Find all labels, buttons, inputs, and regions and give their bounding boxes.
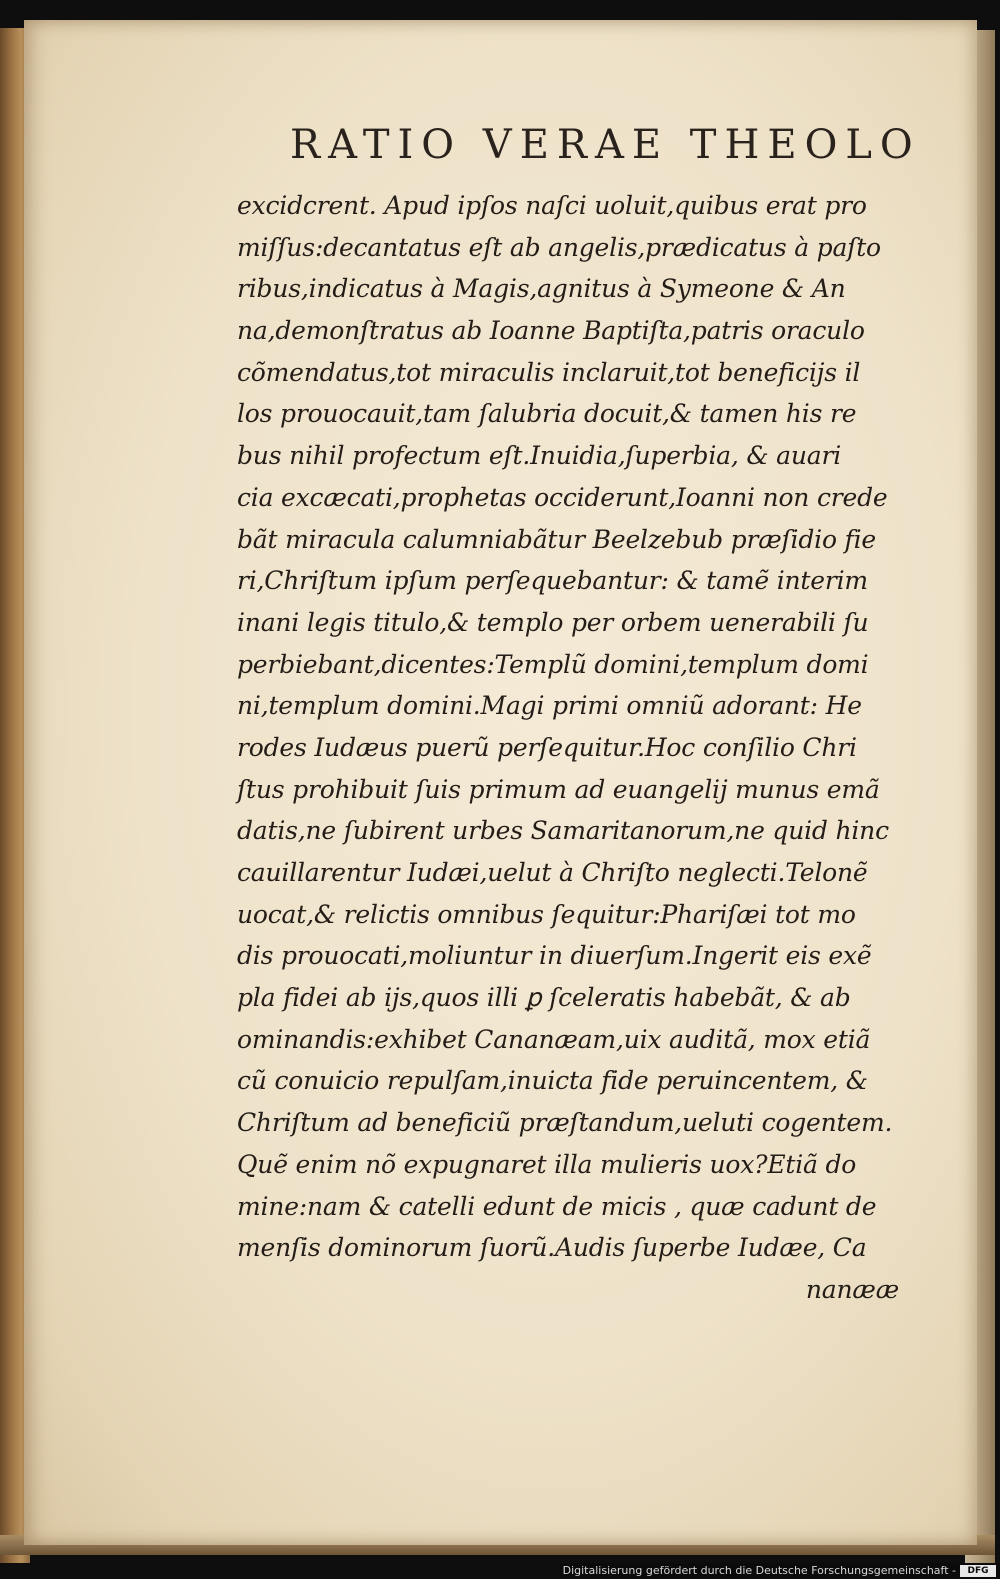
text-line: perbiebant,dicentes:Templũ domini,templum domi — [237, 649, 869, 679]
text-line: menſis dominorum ſuorũ.Audis ſuperbe Iudæe, Ca — [237, 1233, 867, 1263]
running-head: RATIO VERAE THEOLO — [290, 122, 921, 168]
text-line: excidcrent. Apud ipſos naſci uoluit,quibus erat pro — [237, 191, 867, 220]
funding-credit: Digitalisierung gefördert durch die Deutsche Forschungsgemeinschaft - — [562, 1564, 956, 1577]
text-line: ribus,indicatus à Magis,agnitus à Symeone & An — [237, 274, 846, 304]
text-line: bus nihil profectum eſt.Inuidia,ſuperbia, & auari — [237, 441, 841, 471]
text-line: na,demonſtratus ab Ioanne Baptiſta,patris oraculo — [237, 316, 865, 346]
body-text — [237, 185, 917, 1311]
text-line: cũ conuicio repulſam,inuicta fide peruincentem, & — [237, 1066, 868, 1096]
text-line: pla fidei ab ijs,quos illi ꝑ ſceleratis habebãt, & ab — [237, 983, 851, 1013]
text-line: cia excæcati,prophetas occiderunt,Ioanni non crede — [237, 482, 888, 512]
text-line: cauillarentur Iudæi,uelut à Chriſto neglecti.Telonẽ — [237, 858, 868, 887]
text-line: dis prouocati,moliuntur in diuerſum.Ingerit eis exẽ — [237, 941, 872, 971]
text-line: Chriſtum ad beneficiũ præſtandum,ueluti cogentem. — [237, 1108, 893, 1138]
text-line: mine:nam & catelli edunt de micis , quæ cadunt de — [237, 1191, 877, 1221]
text-line: datis,ne ſubirent urbes Samaritanorum,ne quid hinc — [237, 816, 889, 846]
text-line: miſſus:decantatus eſt ab angelis,prædicatus à paſto — [237, 232, 881, 262]
text-line: cõmendatus,tot miraculis inclaruit,tot beneficijs il — [237, 357, 861, 387]
text-line: Quẽ enim nõ expugnaret illa mulieris uox?Etiã do — [237, 1149, 857, 1179]
text-line: uocat,& relictis omnibus ſequitur:Phariſæi tot mo — [237, 899, 856, 929]
text-line: los prouocauit,tam ſalubria docuit,& tamen his re — [237, 399, 857, 429]
text-line: inani legis titulo,& templo per orbem uenerabili ſu — [237, 607, 869, 637]
text-line: ominandis:exhibet Cananæam,uix auditã, mox etiã — [237, 1024, 871, 1054]
digitization-footer — [560, 1563, 1000, 1579]
catchword: nanææ — [805, 1274, 899, 1304]
text-line: bãt miracula calumniabãtur Beelzebub præſidio fie — [237, 524, 876, 554]
text-line: rodes Iudæus puerũ perſequitur.Hoc conſilio Chri — [237, 732, 857, 762]
dfg-logo-icon: DFG — [960, 1565, 996, 1577]
text-line: ri,Chriſtum ipſum perſequebantur: & tamẽ interim — [237, 566, 868, 596]
text-line: ſtus prohibuit ſuis primum ad euangelij munus emã — [237, 774, 880, 804]
text-line: ni,templum domini.Magi primi omniũ adorant: He — [237, 691, 862, 721]
